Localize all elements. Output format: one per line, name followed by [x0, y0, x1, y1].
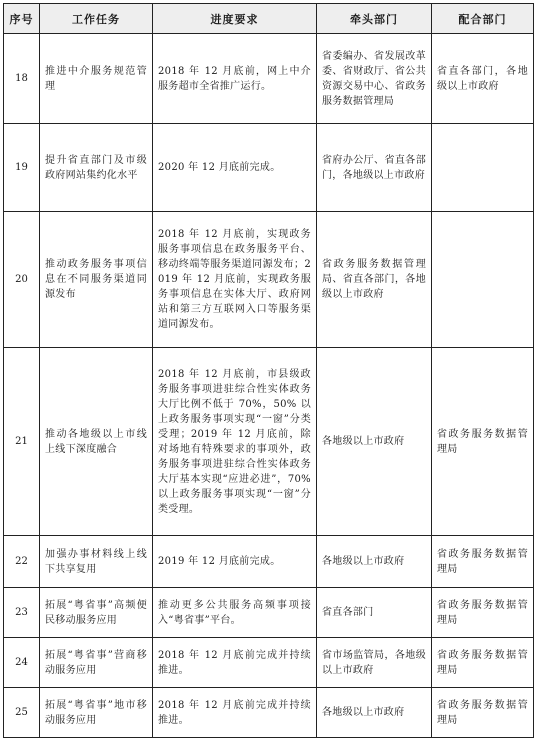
row-lead: 各地级以上市政府 — [317, 348, 432, 536]
row-task: 拓展“粤省事”地市移动服务应用 — [40, 688, 153, 738]
header-coop: 配合部门 — [432, 4, 534, 34]
row-task: 拓展“粤省事”高频便民移动服务应用 — [40, 588, 153, 638]
row-seq: 19 — [4, 124, 40, 212]
row-progress: 2020 年 12 月底前完成。 — [153, 124, 317, 212]
row-seq: 25 — [4, 688, 40, 738]
row-task: 推动政务服务事项信息在不同服务渠道同源发布 — [40, 212, 153, 348]
row-task: 拓展“粤省事”营商移动服务应用 — [40, 638, 153, 688]
task-table — [3, 3, 534, 738]
row-lead: 省府办公厅、省直各部门，各地级以上市政府 — [317, 124, 432, 212]
header-row — [4, 4, 534, 34]
row-task: 推进中介服务规范管理 — [40, 34, 153, 124]
row-seq: 21 — [4, 348, 40, 536]
row-coop: 省政务服务数据管理局 — [432, 688, 534, 738]
header-task: 工作任务 — [40, 4, 153, 34]
table-row — [4, 588, 534, 638]
row-lead: 省政务服务数据管理局、省直各部门，各地级以上市政府 — [317, 212, 432, 348]
row-lead: 各地级以上市政府 — [317, 688, 432, 738]
row-coop: 省政务服务数据管理局 — [432, 638, 534, 688]
row-coop — [432, 124, 534, 212]
table-row — [4, 536, 534, 588]
row-coop: 省直各部门，各地级以上市政府 — [432, 34, 534, 124]
table-row — [4, 688, 534, 738]
header-progress: 进度要求 — [153, 4, 317, 34]
row-progress: 2018 年 12 月底前，实现政务服务事项信息在政务服务平台、移动终端等服务渠道同源发布；2019 年 12 月底前，实现政务服务事项信息在实体大厅、政府网站和第三方互联网入口等服务渠道同源发布。 — [153, 212, 317, 348]
header-seq: 序号 — [4, 4, 40, 34]
row-coop: 省政务服务数据管理局 — [432, 536, 534, 588]
table-row — [4, 124, 534, 212]
row-coop — [432, 212, 534, 348]
row-progress: 推动更多公共服务高频事项接入“粤省事”平台。 — [153, 588, 317, 638]
row-lead: 省委编办、省发展改革委、省财政厅、省公共资源交易中心、省政务服务数据管理局 — [317, 34, 432, 124]
row-progress: 2018 年 12 月底前完成并持续推进。 — [153, 688, 317, 738]
row-lead: 各地级以上市政府 — [317, 536, 432, 588]
row-progress: 2018 年 12 月底前，市县级政务服务事项进驻综合性实体政务大厅比例不低于 70%，50% 以上政务服务事项实现“一窗”分类受理；2019 年 12 月底前，除对场地有特殊要求的事项外，政务服务事项进驻综合性实体政务大厅基本实现“应进必进”，70% 以上政务服务事项实现“一窗”分类受理。 — [153, 348, 317, 536]
row-task: 加强办事材料线上线下共享复用 — [40, 536, 153, 588]
table-row — [4, 34, 534, 124]
row-seq: 20 — [4, 212, 40, 348]
row-progress: 2019 年 12 月底前完成。 — [153, 536, 317, 588]
row-lead: 省市场监管局，各地级以上市政府 — [317, 638, 432, 688]
row-progress: 2018 年 12 月底前完成并持续推进。 — [153, 638, 317, 688]
row-seq: 23 — [4, 588, 40, 638]
row-coop: 省政务服务数据管理局 — [432, 588, 534, 638]
row-lead: 省直各部门 — [317, 588, 432, 638]
row-task: 提升省直部门及市级政府网站集约化水平 — [40, 124, 153, 212]
row-seq: 18 — [4, 34, 40, 124]
header-lead: 牵头部门 — [317, 4, 432, 34]
row-task: 推动各地级以上市线上线下深度融合 — [40, 348, 153, 536]
table-row — [4, 212, 534, 348]
table-row — [4, 638, 534, 688]
row-progress: 2018 年 12 月底前，网上中介服务超市全省推广运行。 — [153, 34, 317, 124]
row-seq: 24 — [4, 638, 40, 688]
table-row — [4, 348, 534, 536]
row-seq: 22 — [4, 536, 40, 588]
row-coop: 省政务服务数据管理局 — [432, 348, 534, 536]
